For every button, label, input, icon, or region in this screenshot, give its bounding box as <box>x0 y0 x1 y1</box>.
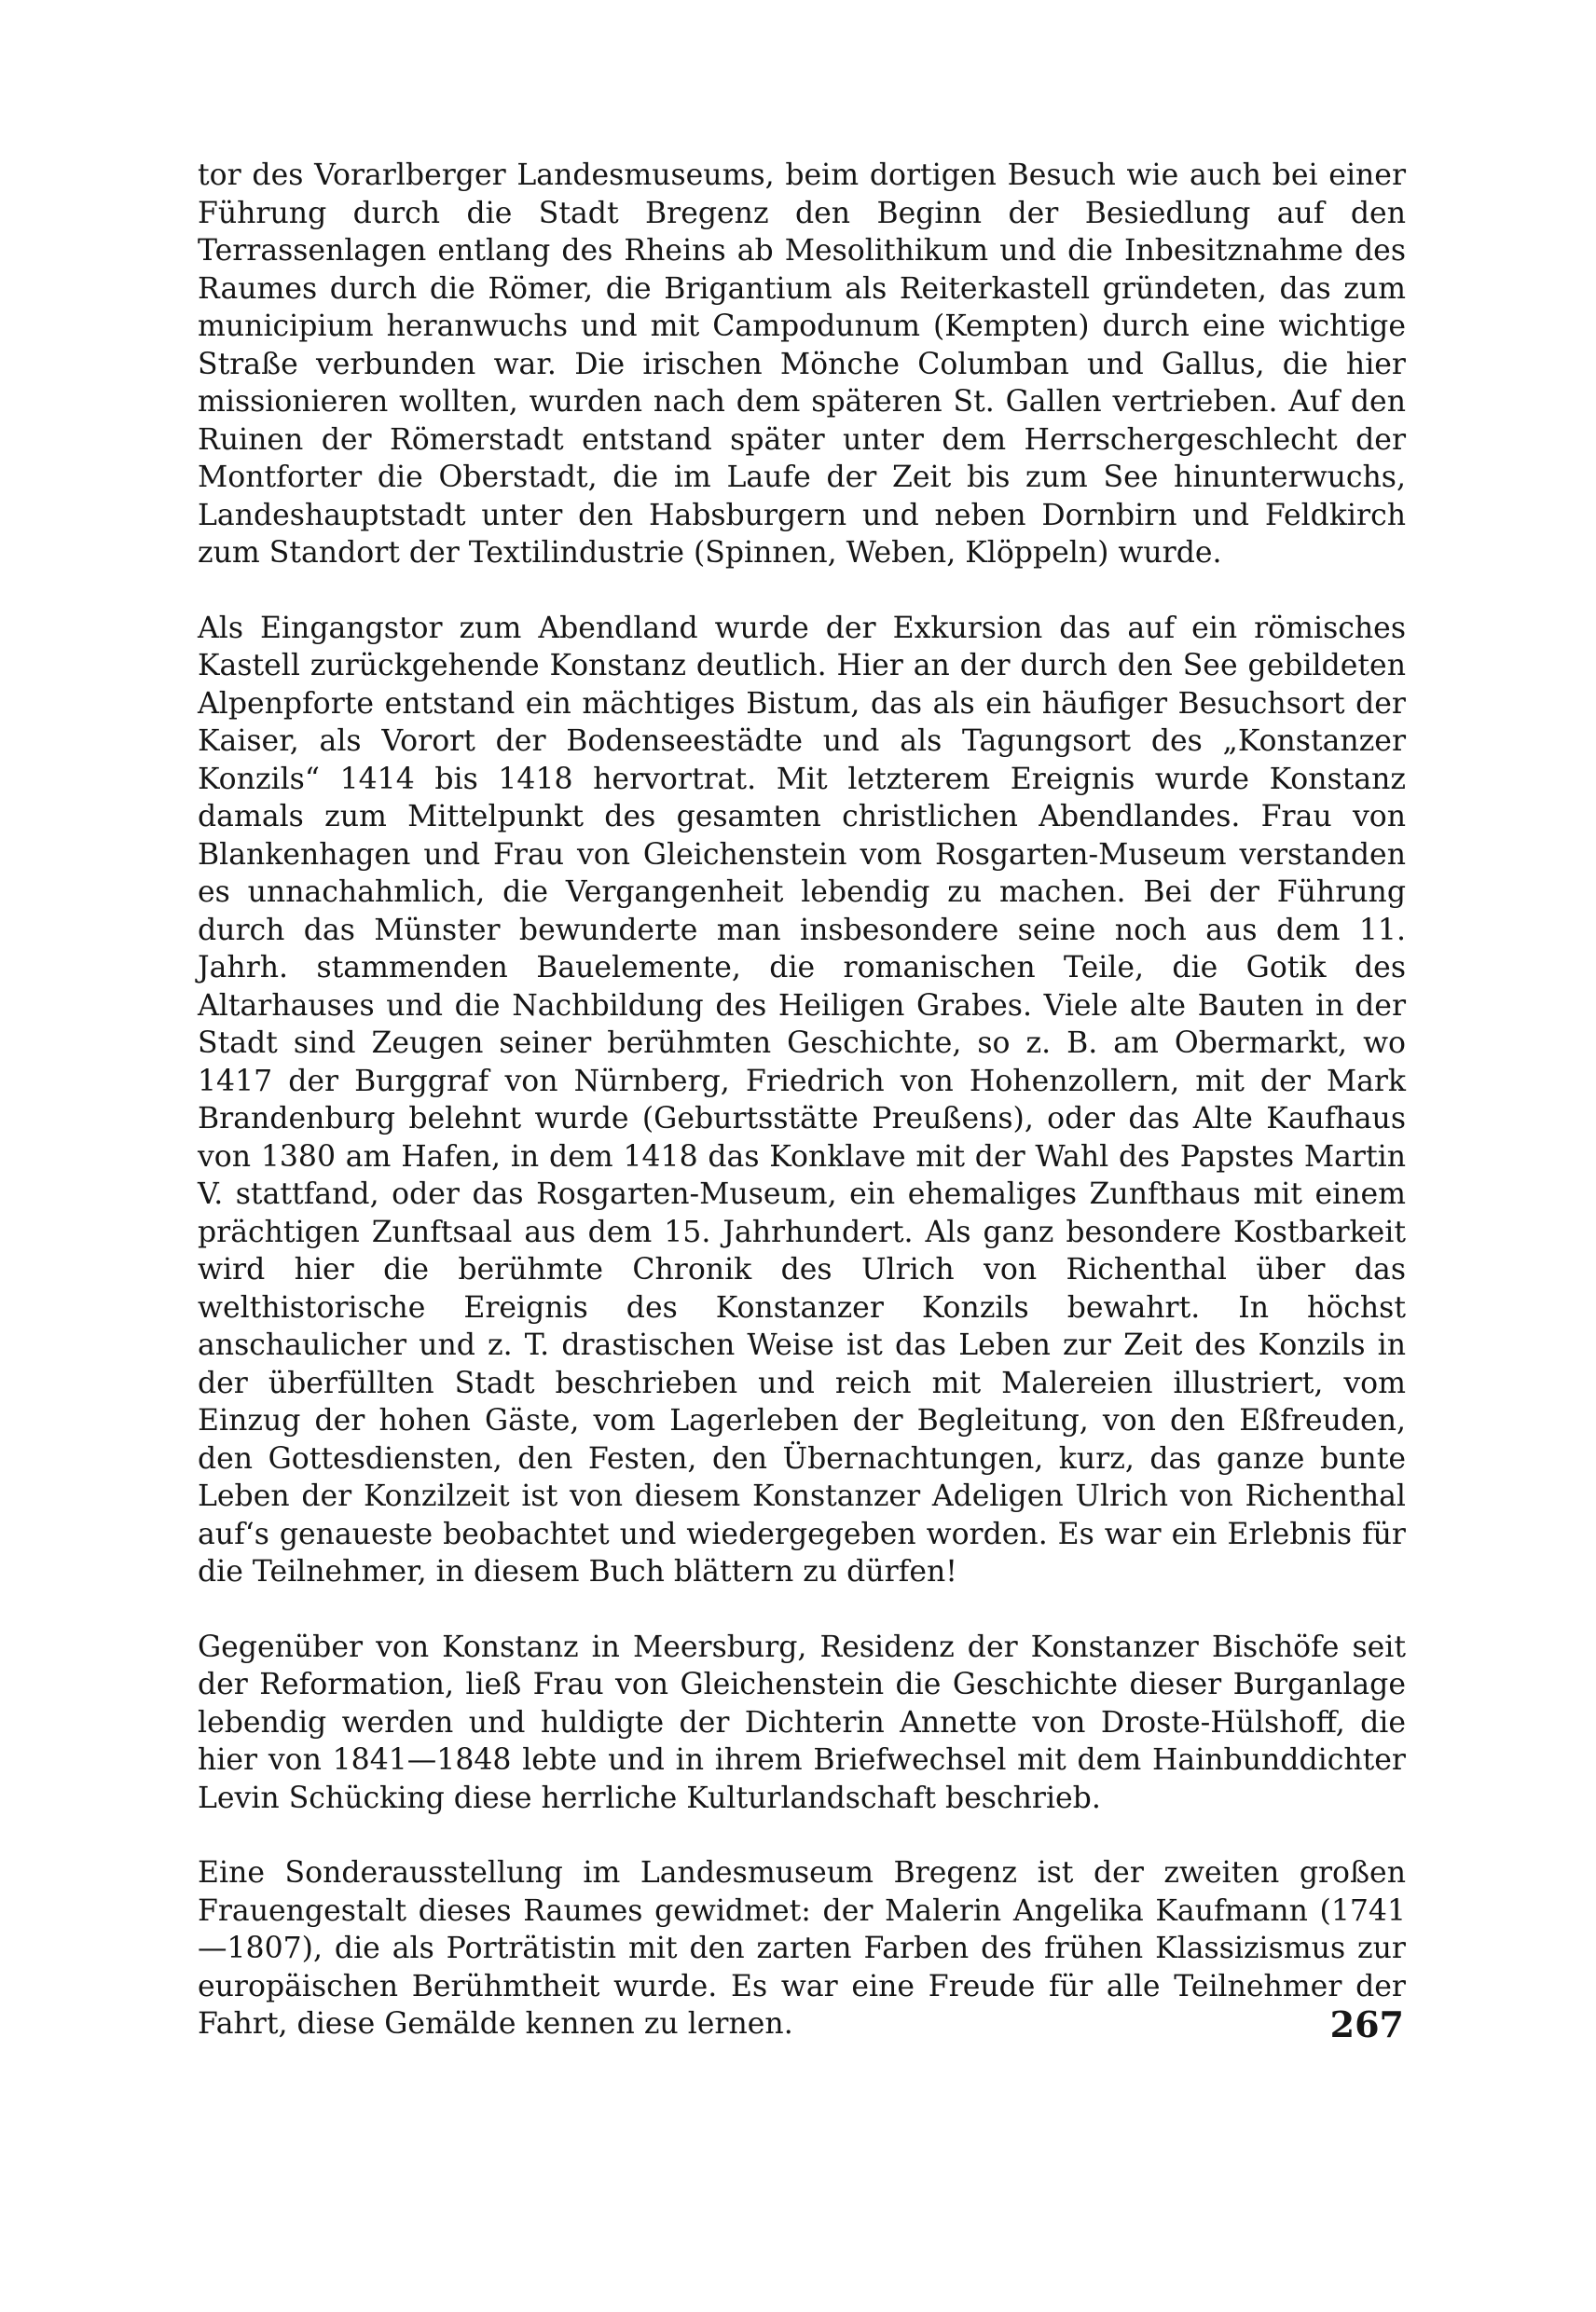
paragraph-meersburg: Gegenüber von Konstanz in Meersburg, Residenz der Konstanzer Bischöfe seit der Reformation, ließ Frau von Gleichenstein die Geschichte dieser Burganlage lebendig werden und huldigte der Dichterin Annette von Droste-Hülshoff, die hier von 1841—1848 lebte und in ihrem Briefwechsel mit dem Hainbunddichter Levin Schücking diese herrliche Kulturlandschaft beschrieb. <box>198 1630 1406 1815</box>
paragraph-konstanz: Als Eingangstor zum Abendland wurde der Exkursion das auf ein römisches Kastell zurückgehende Konstanz deutlich. Hier an der durch den See gebildeten Alpenpforte entstand ein mächtiges Bistum, das als ein häufiger Besuchsort der Kaiser, als Vorort der Bodenseestädte und als Tagungsort des „Konstanzer Konzils“ 1414 bis 1418 hervortrat. Mit letzterem Ereignis wurde Konstanz damals zum Mittelpunkt des gesamten christlichen Abendlandes. Frau von Blankenhagen und Frau von Gleichenstein vom Rosgarten-Museum verstanden es unnachahmlich, die Vergangenheit lebendig zu machen. Bei der Führung durch das Münster bewunderte man insbesondere seine noch aus dem 11. Jahrh. stammenden Bauelemente, die romanischen Teile, die Gotik des Altarhauses und die Nachbildung des Heiligen Grabes. Viele alte Bauten in der Stadt sind Zeugen seiner berühmten Geschichte, so z. B. am Obermarkt, wo 1417 der Burggraf von Nürnberg, Friedrich von Hohenzollern, mit der Mark Brandenburg belehnt wurde (Geburtsstätte Preußens), oder das Alte Kaufhaus von 1380 am Hafen, in dem 1418 das Konklave mit der Wahl des Papstes Martin V. stattfand, oder das Rosgarten-Museum, ein ehemaliges Zunfthaus mit einem prächtigen Zunftsaal aus dem 15. Jahrhundert. Als ganz besondere Kostbarkeit wird hier die berühmte Chronik des Ulrich von Richenthal über das welthistorische Ereignis des Konstanzer Konzils bewahrt. In höchst anschaulicher und z. T. drastischen Weise ist das Leben zur Zeit des Konzils in der überfüllten Stadt beschrieben und reich mit Malereien illustriert, vom Einzug der hohen Gäste, vom Lagerleben der Begleitung, von den Eßfreuden, den Gottesdiensten, den Festen, den Übernachtungen, kurz, das ganze bunte Leben der Konzilzeit ist von diesem Konstanzer Adeligen Ulrich von Richenthal auf‘s genaueste beobachtet und wiedergegeben worden. Es war ein Erlebnis für die Teilnehmer, in diesem Buch blättern zu dürfen! <box>198 611 1406 1589</box>
page-body <box>198 157 1406 2044</box>
paragraph-bregenz: tor des Vorarlberger Landesmuseums, beim dortigen Besuch wie auch bei einer Führung durch die Stadt Bregenz den Beginn der Besiedlung auf den Terrassenlagen entlang des Rheins ab Mesolithikum und die Inbesitznahme des Raumes durch die Römer, die Brigantium als Reiterkastell gründeten, das zum municipium heranwuchs und mit Campodunum (Kempten) durch eine wichtige Straße verbunden war. Die irischen Mönche Columban und Gallus, die hier missionieren wollten, wurden nach dem späteren St. Gallen vertrieben. Auf den Ruinen der Römerstadt entstand später unter dem Herrschergeschlecht der Montforter die Oberstadt, die im Laufe der Zeit bis zum See hinunterwuchs, Landeshauptstadt unter den Habsburgern und neben Dornbirn und Feldkirch zum Standort der Textilindustrie (Spinnen, Weben, Klöppeln) wurde. <box>198 158 1406 570</box>
paragraph-kaufmann: Eine Sonderausstellung im Landesmuseum Bregenz ist der zweiten großen Frauengestalt dieses Raumes gewidmet: der Malerin Angelika Kaufmann (1741—1807), die als Porträtistin mit den zarten Farben des frühen Klassizismus zur europäischen Berühmtheit wurde. Es war eine Freude für alle Teilnehmer der Fahrt, diese Gemälde kennen zu lernen. <box>198 1856 1406 2041</box>
page-number: 267 <box>1329 2003 1404 2045</box>
